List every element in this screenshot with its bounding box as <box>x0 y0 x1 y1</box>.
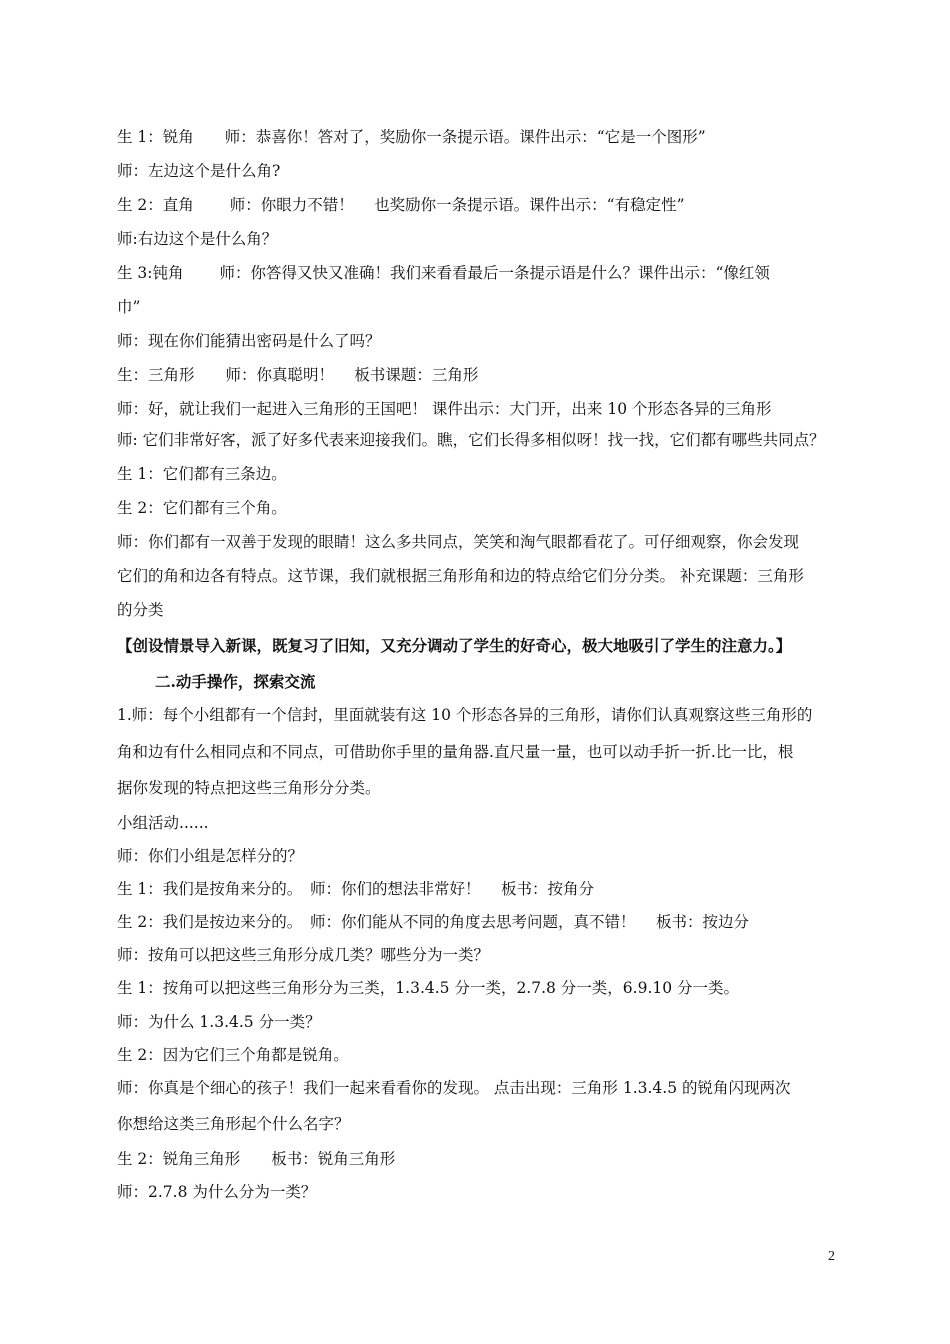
text-line: 1.师：每个小组都有一个信封，里面就装有这 10 个形态各异的三角形，请你们认真观察这些三角形的 <box>117 706 813 724</box>
text-line: 师：为什么 1.3.4.5 分一类？ <box>117 1013 321 1031</box>
text-line: 生 1：按角可以把这些三角形分为三类，1.3.4.5 分一类，2.7.8 分一类，6.9.10 分一类。 <box>117 979 740 997</box>
text-line: 师：好，就让我们一起进入三角形的王国吧！ 课件出示：大门开，出来 10 个形态各异的三角形 <box>117 400 772 418</box>
text-line: 小组活动...... <box>117 814 209 832</box>
text-line: 据你发现的特点把这些三角形分分类。 <box>117 779 381 797</box>
text-line: 角和边有什么相同点和不同点，可借助你手里的量角器.直尺量一量，也可以动手折一折.比一比，根 <box>117 743 794 761</box>
text-line: 生 2：它们都有三个角。 <box>117 499 287 517</box>
text-line: 巾” <box>117 298 141 316</box>
text-line: 生 1：它们都有三条边。 <box>117 465 287 483</box>
page-number: 2 <box>828 1249 835 1264</box>
text-line: 师：2.7.8 为什么分为一类？ <box>117 1183 317 1201</box>
text-line: 生 1：我们是按角来分的。 师：你们的想法非常好！ 板书：按角分 <box>117 880 594 898</box>
text-line: 生 2：直角 师：你眼力不错！ 也奖励你一条提示语。课件出示：“有稳定性” <box>117 196 685 214</box>
text-line: 师：按角可以把这些三角形分成几类？哪些分为一类？ <box>117 946 490 964</box>
text-line: 师：左边这个是什么角? <box>117 162 281 180</box>
text-line: 生：三角形 师：你真聪明！ 板书课题：三角形 <box>117 366 479 384</box>
section-heading: 二.动手操作，探索交流 <box>155 672 316 691</box>
text-line: 师：你真是个细心的孩子！我们一起来看看你的发现。 点击出现：三角形 1.3.4.5 的锐角闪现两次 <box>117 1079 791 1097</box>
text-line: 师: 它们非常好客，派了好多代表来迎接我们。瞧，它们长得多相似呀！找一找，它们都有哪些共同点？ <box>117 431 825 449</box>
note-line: 【创设情景导入新课，既复习了旧知，又充分调动了学生的好奇心，极大地吸引了学生的注意力。】 <box>117 636 792 655</box>
text-line: 师：你们小组是怎样分的？ <box>117 847 304 865</box>
text-line: 生 3:钝角 师：你答得又快又准确！我们来看看最后一条提示语是什么？课件出示：“像红领 <box>117 264 770 282</box>
text-line: 生 2：我们是按边来分的。 师：你们能从不同的角度去思考问题，真不错！ 板书：按边分 <box>117 913 749 931</box>
text-line: 师：现在你们能猜出密码是什么了吗？ <box>117 332 381 350</box>
text-line: 的分类 <box>117 601 164 619</box>
text-line: 你想给这类三角形起个什么名字？ <box>117 1115 350 1133</box>
text-line: 它们的角和边各有特点。这节课，我们就根据三角形角和边的特点给它们分分类。 补充课题：三角形 <box>117 567 804 585</box>
text-line: 师:右边这个是什么角？ <box>117 230 278 248</box>
text-line: 生 2：锐角三角形 板书：锐角三角形 <box>117 1150 396 1168</box>
text-line: 生 1：锐角 师：恭喜你！答对了，奖励你一条提示语。课件出示：“它是一个图形” <box>117 128 706 146</box>
text-line: 师：你们都有一双善于发现的眼睛！这么多共同点，笑笑和淘气眼都看花了。可仔细观察，你会发现 <box>117 533 800 551</box>
text-line: 生 2：因为它们三个角都是锐角。 <box>117 1046 349 1064</box>
